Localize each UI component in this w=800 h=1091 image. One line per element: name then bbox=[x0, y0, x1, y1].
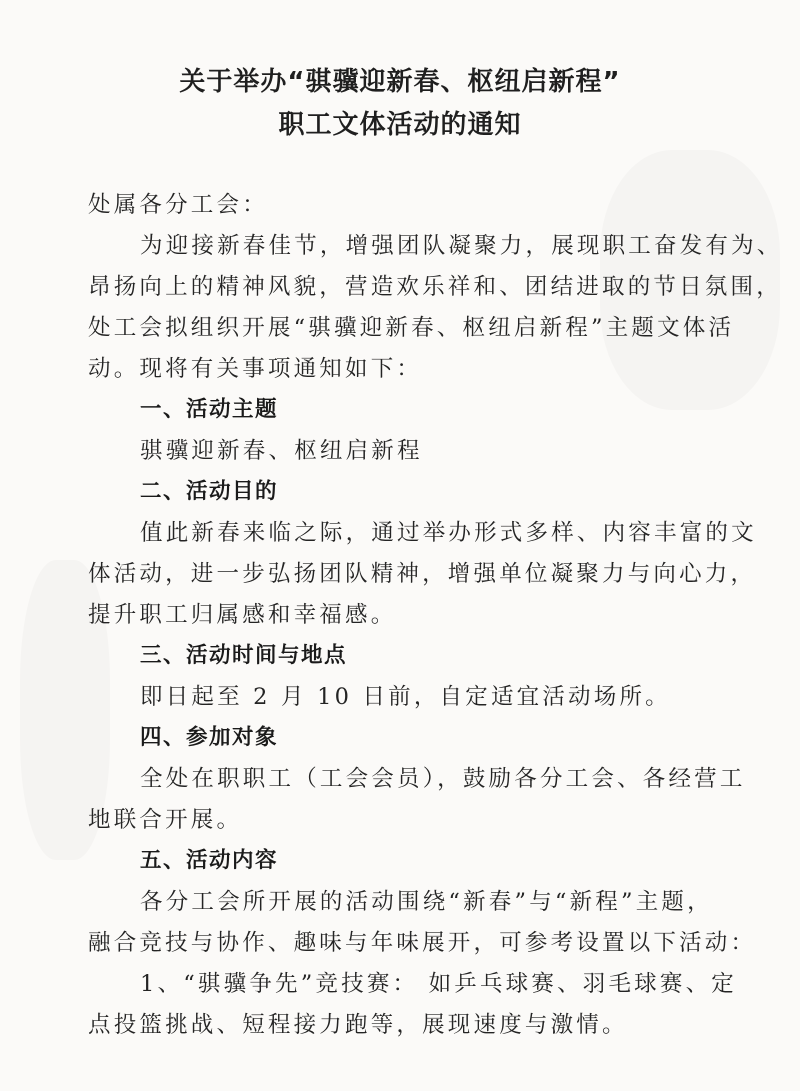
section-purpose-line: 体活动，进一步弘扬团队精神，增强单位凝聚力与向心力， bbox=[88, 561, 757, 587]
section-content-line: 1、“骐骥争先”竞技赛： 如乒乓球赛、羽毛球赛、定 bbox=[140, 971, 737, 997]
section-heading-time-place: 三、活动时间与地点 bbox=[140, 643, 348, 668]
salutation: 处属各分工会： bbox=[88, 192, 268, 218]
intro-line: 动。现将有关事项通知如下： bbox=[88, 356, 423, 382]
section-heading-theme: 一、活动主题 bbox=[140, 397, 279, 422]
section-heading-participants: 四、参加对象 bbox=[140, 725, 279, 750]
document-title-line-1: 关于举办“骐骥迎新春、枢纽启新程” bbox=[179, 67, 621, 97]
section-heading-purpose: 二、活动目的 bbox=[140, 479, 279, 504]
document-title-line-2: 职工文体活动的通知 bbox=[278, 110, 522, 140]
intro-line: 昂扬向上的精神风貌，营造欢乐祥和、团结进取的节日氛围， bbox=[88, 274, 782, 300]
section-participants-line: 全处在职职工（工会会员），鼓励各分工会、各经营工 bbox=[140, 766, 746, 792]
section-content-line: 各分工会所开展的活动围绕“新春”与“新程”主题， bbox=[140, 889, 713, 915]
intro-line: 处工会拟组织开展“骐骥迎新春、枢纽启新程”主题文体活 bbox=[88, 315, 735, 341]
section-heading-content: 五、活动内容 bbox=[140, 848, 279, 873]
section-time-place-text: 即日起至 2 月 10 日前，自定适宜活动场所。 bbox=[140, 684, 671, 710]
section-purpose-line: 提升职工归属感和幸福感。 bbox=[88, 602, 397, 628]
section-purpose-line: 值此新春来临之际，通过举办形式多样、内容丰富的文 bbox=[140, 520, 757, 546]
section-participants-line: 地联合开展。 bbox=[88, 807, 243, 833]
section-content-line: 点投篮挑战、短程接力跑等，展现速度与激情。 bbox=[88, 1012, 628, 1038]
section-content-line: 融合竞技与协作、趣味与年味展开，可参考设置以下活动： bbox=[88, 930, 757, 956]
intro-line: 为迎接新春佳节，增强团队凝聚力，展现职工奋发有为、 bbox=[140, 233, 783, 259]
section-theme-text: 骐骥迎新春、枢纽启新程 bbox=[140, 438, 423, 464]
